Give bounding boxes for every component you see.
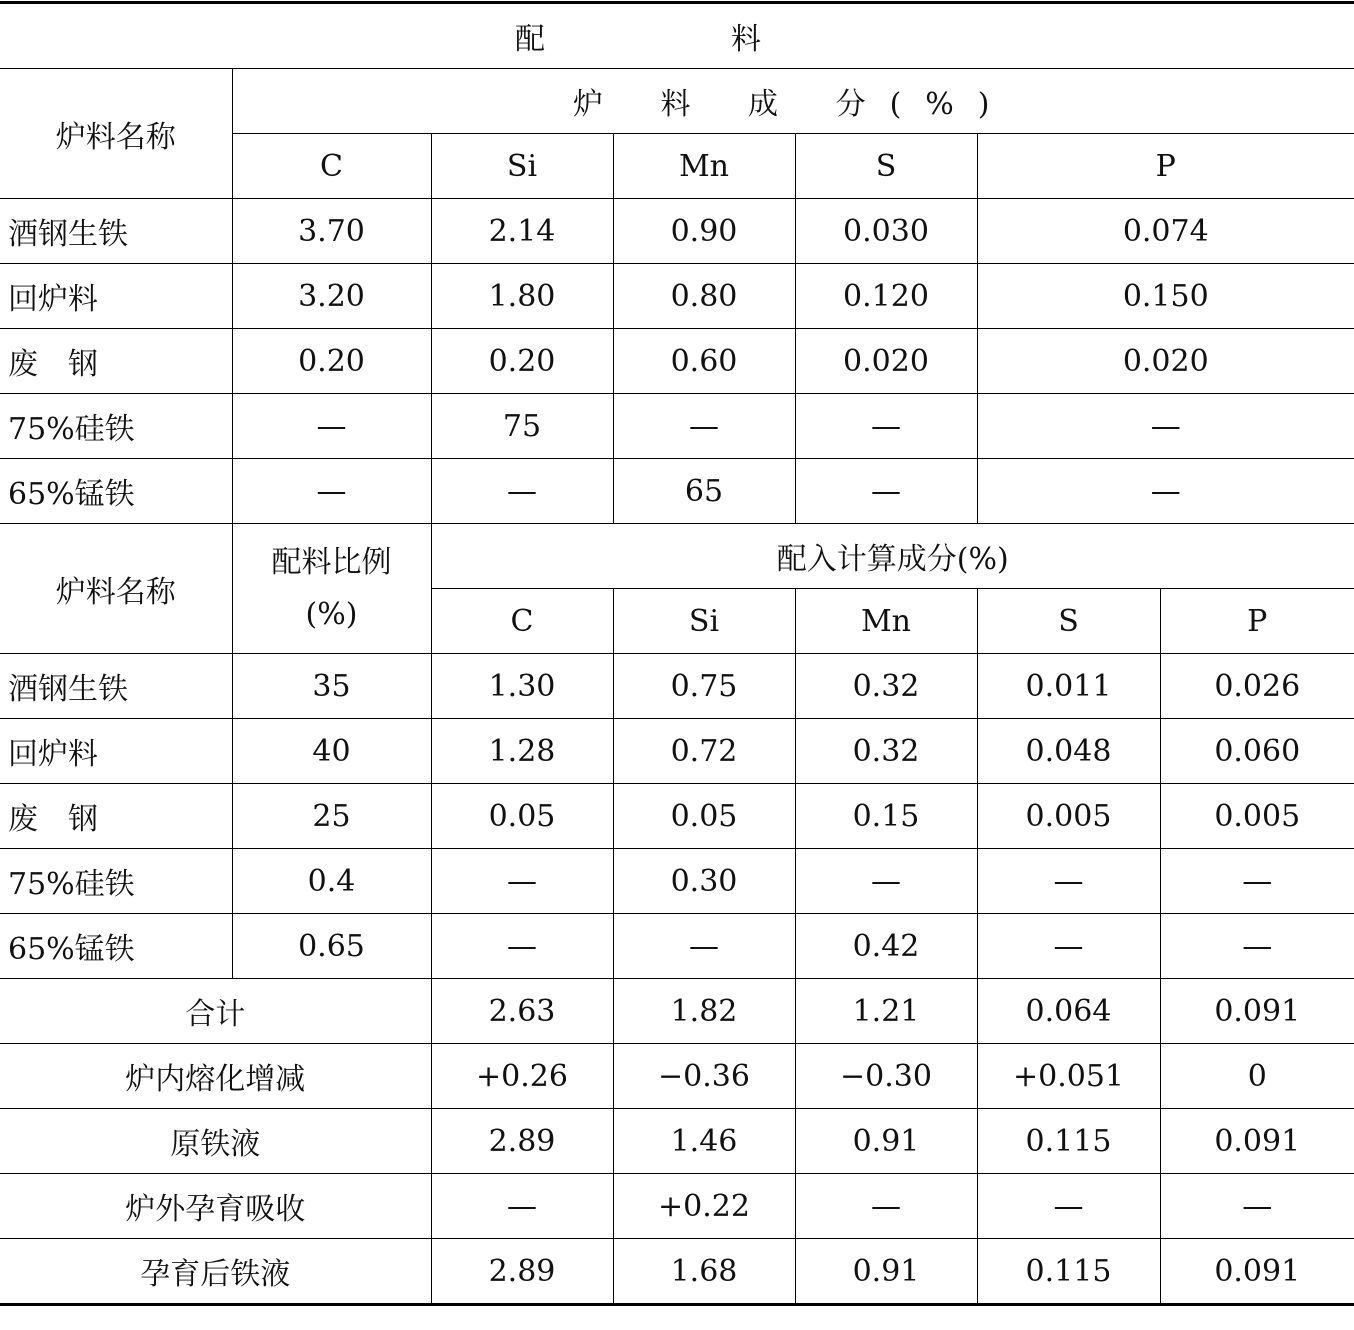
table-row bbox=[0, 264, 1354, 329]
ratio-value: 40 bbox=[232, 719, 431, 784]
charge-composition-table bbox=[0, 1, 1354, 1306]
summary-row bbox=[0, 1044, 1354, 1109]
value-c: 0.05 bbox=[431, 784, 613, 849]
table-row bbox=[0, 459, 1354, 524]
value-c: 2.63 bbox=[431, 979, 613, 1044]
table-row bbox=[0, 199, 1354, 264]
material-name: 废 钢 bbox=[0, 784, 232, 849]
value-c: — bbox=[431, 849, 613, 914]
value-s: 0.005 bbox=[977, 784, 1160, 849]
value-mn: 0.80 bbox=[613, 264, 795, 329]
ratio-value: 25 bbox=[232, 784, 431, 849]
value-p: 0.091 bbox=[1160, 1239, 1354, 1305]
column-header-mn: Mn bbox=[795, 589, 977, 654]
value-si: 1.68 bbox=[613, 1239, 795, 1305]
value-mn: 0.91 bbox=[795, 1239, 977, 1305]
summary-label: 原铁液 bbox=[0, 1109, 431, 1174]
value-mn: 1.21 bbox=[795, 979, 977, 1044]
value-mn: 0.91 bbox=[795, 1109, 977, 1174]
value-p: 0.026 bbox=[1160, 654, 1354, 719]
value-si: +0.22 bbox=[613, 1174, 795, 1239]
material-name: 75%硅铁 bbox=[0, 849, 232, 914]
value-si: — bbox=[613, 914, 795, 979]
section1-header-row bbox=[0, 69, 1354, 134]
ratio-header bbox=[232, 524, 431, 654]
summary-label: 合计 bbox=[0, 979, 431, 1044]
value-si: 0.75 bbox=[613, 654, 795, 719]
section2-group-header: 配入计算成分(%) bbox=[431, 524, 1354, 589]
value-s: 0.115 bbox=[977, 1239, 1160, 1305]
column-header-mn: Mn bbox=[613, 134, 795, 199]
value-mn: — bbox=[795, 849, 977, 914]
value-s: 0.011 bbox=[977, 654, 1160, 719]
value-p: — bbox=[977, 394, 1354, 459]
material-name: 65%锰铁 bbox=[0, 914, 232, 979]
value-p: 0.074 bbox=[977, 199, 1354, 264]
material-name: 75%硅铁 bbox=[0, 394, 232, 459]
ratio-value: 0.65 bbox=[232, 914, 431, 979]
value-p: 0.091 bbox=[1160, 1109, 1354, 1174]
ratio-header-unit: (%) bbox=[305, 596, 358, 632]
column-header-c: C bbox=[431, 589, 613, 654]
title-row bbox=[0, 3, 1354, 69]
value-si: 1.80 bbox=[431, 264, 613, 329]
value-c: 1.28 bbox=[431, 719, 613, 784]
value-mn: — bbox=[795, 1174, 977, 1239]
value-c: 3.70 bbox=[232, 199, 431, 264]
value-si: 2.14 bbox=[431, 199, 613, 264]
material-name: 回炉料 bbox=[0, 719, 232, 784]
table-row bbox=[0, 914, 1354, 979]
material-name: 65%锰铁 bbox=[0, 459, 232, 524]
table-title: 配 料 bbox=[0, 3, 1354, 69]
value-p: 0.091 bbox=[1160, 979, 1354, 1044]
value-mn: 0.90 bbox=[613, 199, 795, 264]
section1-name-header: 炉料名称 bbox=[0, 69, 232, 199]
table-row bbox=[0, 329, 1354, 394]
summary-row bbox=[0, 1174, 1354, 1239]
value-s: — bbox=[977, 914, 1160, 979]
value-mn: −0.30 bbox=[795, 1044, 977, 1109]
section1-group-header: 炉 料 成 分(%) bbox=[232, 69, 1354, 134]
material-name: 回炉料 bbox=[0, 264, 232, 329]
value-p: 0 bbox=[1160, 1044, 1354, 1109]
value-mn: — bbox=[613, 394, 795, 459]
value-mn: 0.15 bbox=[795, 784, 977, 849]
value-p: 0.150 bbox=[977, 264, 1354, 329]
value-s: +0.051 bbox=[977, 1044, 1160, 1109]
value-p: — bbox=[1160, 914, 1354, 979]
value-si: 75 bbox=[431, 394, 613, 459]
value-s: — bbox=[795, 394, 977, 459]
column-header-si: Si bbox=[431, 134, 613, 199]
value-mn: 0.32 bbox=[795, 719, 977, 784]
column-header-p: P bbox=[977, 134, 1354, 199]
value-s: 0.048 bbox=[977, 719, 1160, 784]
column-header-s: S bbox=[795, 134, 977, 199]
value-c: — bbox=[431, 1174, 613, 1239]
value-p: — bbox=[1160, 1174, 1354, 1239]
value-s: 0.064 bbox=[977, 979, 1160, 1044]
ratio-value: 35 bbox=[232, 654, 431, 719]
value-c: 1.30 bbox=[431, 654, 613, 719]
value-s: 0.120 bbox=[795, 264, 977, 329]
value-si: 0.20 bbox=[431, 329, 613, 394]
table-row bbox=[0, 654, 1354, 719]
summary-row bbox=[0, 979, 1354, 1044]
summary-label: 炉内熔化增减 bbox=[0, 1044, 431, 1109]
value-s: 0.115 bbox=[977, 1109, 1160, 1174]
summary-row bbox=[0, 1109, 1354, 1174]
value-c: +0.26 bbox=[431, 1044, 613, 1109]
table-row bbox=[0, 849, 1354, 914]
value-si: 1.82 bbox=[613, 979, 795, 1044]
column-header-si: Si bbox=[613, 589, 795, 654]
value-s: — bbox=[977, 1174, 1160, 1239]
value-si: 0.30 bbox=[613, 849, 795, 914]
value-mn: 0.32 bbox=[795, 654, 977, 719]
value-p: — bbox=[977, 459, 1354, 524]
value-mn: 65 bbox=[613, 459, 795, 524]
value-si: — bbox=[431, 459, 613, 524]
column-header-p: P bbox=[1160, 589, 1354, 654]
table-row bbox=[0, 394, 1354, 459]
table-row bbox=[0, 719, 1354, 784]
value-c: — bbox=[232, 394, 431, 459]
value-c: 2.89 bbox=[431, 1239, 613, 1305]
material-name: 酒钢生铁 bbox=[0, 199, 232, 264]
summary-label: 炉外孕育吸收 bbox=[0, 1174, 431, 1239]
value-si: 1.46 bbox=[613, 1109, 795, 1174]
value-s: 0.030 bbox=[795, 199, 977, 264]
value-c: 0.20 bbox=[232, 329, 431, 394]
value-mn: 0.60 bbox=[613, 329, 795, 394]
value-c: 2.89 bbox=[431, 1109, 613, 1174]
table-row bbox=[0, 784, 1354, 849]
summary-label: 孕育后铁液 bbox=[0, 1239, 431, 1305]
value-si: 0.72 bbox=[613, 719, 795, 784]
material-name: 酒钢生铁 bbox=[0, 654, 232, 719]
value-si: −0.36 bbox=[613, 1044, 795, 1109]
value-p: 0.020 bbox=[977, 329, 1354, 394]
value-p: 0.005 bbox=[1160, 784, 1354, 849]
section2-header-row bbox=[0, 524, 1354, 589]
section2-name-header: 炉料名称 bbox=[0, 524, 232, 654]
summary-row bbox=[0, 1239, 1354, 1305]
value-s: — bbox=[795, 459, 977, 524]
value-c: 3.20 bbox=[232, 264, 431, 329]
value-p: 0.060 bbox=[1160, 719, 1354, 784]
value-si: 0.05 bbox=[613, 784, 795, 849]
value-c: — bbox=[232, 459, 431, 524]
value-mn: 0.42 bbox=[795, 914, 977, 979]
column-header-c: C bbox=[232, 134, 431, 199]
material-name: 废 钢 bbox=[0, 329, 232, 394]
value-s: 0.020 bbox=[795, 329, 977, 394]
value-s: — bbox=[977, 849, 1160, 914]
value-c: — bbox=[431, 914, 613, 979]
column-header-s: S bbox=[977, 589, 1160, 654]
ratio-header-label: 配料比例 bbox=[271, 544, 392, 580]
value-p: — bbox=[1160, 849, 1354, 914]
ratio-value: 0.4 bbox=[232, 849, 431, 914]
